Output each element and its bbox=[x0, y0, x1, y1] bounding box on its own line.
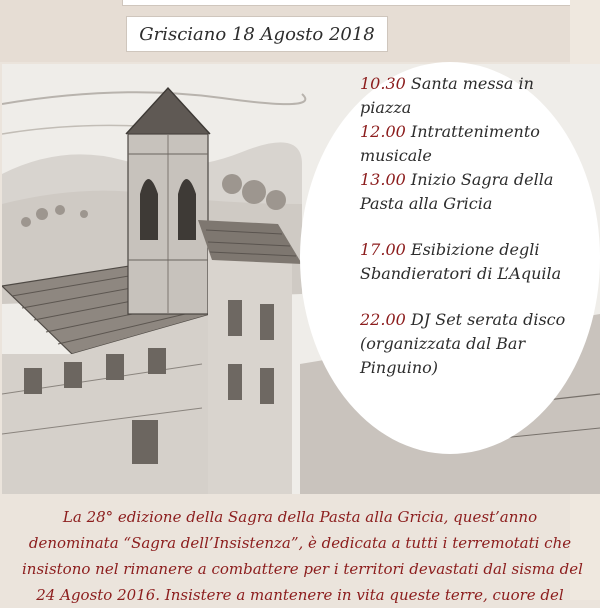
description-line: denominata “Sagra dell’Insistenza”, è dedicata a tutti i terremotati che bbox=[28, 534, 572, 552]
schedule-time: 22.00 bbox=[360, 310, 406, 329]
schedule-item bbox=[360, 308, 580, 380]
schedule-activity: Intrattenimento bbox=[405, 122, 540, 141]
event-description bbox=[0, 504, 600, 604]
schedule-activity: DJ Set serata disco bbox=[405, 310, 566, 329]
schedule-item bbox=[360, 72, 580, 120]
schedule-activity-cont: piazza bbox=[360, 98, 412, 117]
schedule-activity-cont: (organizzata dal Bar bbox=[360, 334, 526, 353]
schedule-item bbox=[360, 168, 580, 216]
schedule-time: 13.00 bbox=[360, 170, 406, 189]
schedule-activity: Esibizione degli bbox=[405, 240, 540, 259]
schedule-activity: Santa messa in bbox=[405, 74, 534, 93]
description-line: insistono nel rimanere a combattere per i territori devastati dal sisma del bbox=[22, 560, 583, 578]
event-schedule bbox=[360, 72, 580, 380]
schedule-activity: Inizio Sagra della bbox=[405, 170, 554, 189]
event-date: Grisciano 18 Agosto 2018 bbox=[126, 16, 388, 52]
description-line: 24 Agosto 2016. Insistere a mantenere in vita queste terre, cuore del bbox=[36, 586, 564, 604]
schedule-item bbox=[360, 120, 580, 168]
schedule-time: 17.00 bbox=[360, 240, 406, 259]
description-line: La 28° edizione della Sagra della Pasta alla Gricia, quest’anno bbox=[62, 508, 538, 526]
schedule-item bbox=[360, 238, 580, 286]
top-banner-box bbox=[122, 0, 580, 6]
schedule-time: 12.00 bbox=[360, 122, 406, 141]
schedule-activity-cont: musicale bbox=[360, 146, 432, 165]
schedule-activity-cont: Pasta alla Gricia bbox=[360, 194, 493, 213]
schedule-time: 10.30 bbox=[360, 74, 406, 93]
schedule-activity-cont: Sbandieratori di L’Aquila bbox=[360, 264, 562, 283]
schedule-activity-cont: Pinguino) bbox=[360, 358, 439, 377]
